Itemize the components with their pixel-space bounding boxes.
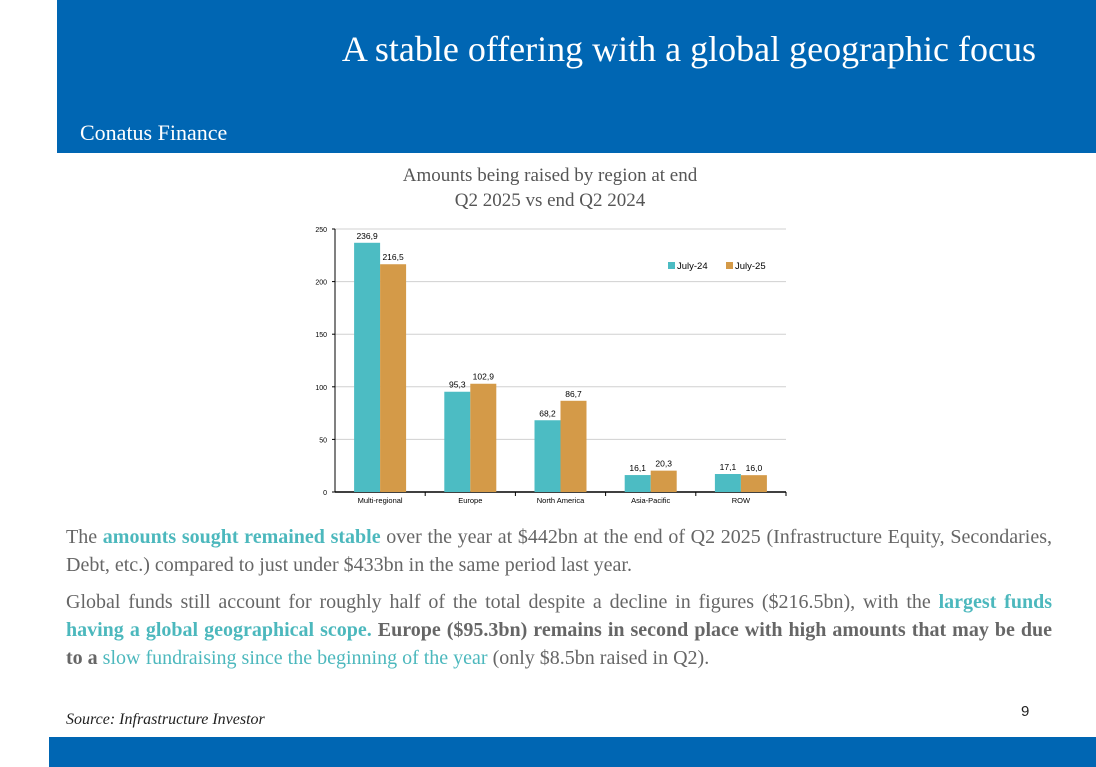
category-label: Multi-regional bbox=[357, 496, 403, 505]
bar-july-24 bbox=[354, 243, 380, 492]
bar-july-24 bbox=[625, 475, 651, 492]
p1-text-2: over the year at $442bn at the end of Q2 2025 (Infrastructure Equity, Secondaries, Debt, etc.) compared to just under $433bn in the same period last year. bbox=[66, 526, 1052, 576]
bar-july-25 bbox=[380, 264, 406, 492]
data-label: 236,9 bbox=[356, 230, 378, 241]
chart-title-line2: Q2 2025 vs end Q2 2024 bbox=[454, 190, 646, 211]
bar-july-25 bbox=[651, 471, 677, 492]
p2-text-1: Global funds still account for roughly half of the total despite a decline in figures ($216.5bn), with the bbox=[66, 591, 939, 613]
data-label: 20,3 bbox=[655, 458, 672, 469]
chart-title-line1: Amounts being raised by region at end bbox=[402, 165, 698, 186]
data-label: 102,9 bbox=[472, 371, 494, 382]
p2-text-2: (only $8.5bn raised in Q2). bbox=[487, 647, 710, 669]
p1-highlight-1: amounts sought remained stable bbox=[102, 526, 381, 548]
source-note: Source: Infrastructure Investor bbox=[66, 711, 265, 728]
category-label: Europe bbox=[458, 496, 483, 505]
data-label: 86,7 bbox=[565, 388, 582, 399]
header-banner bbox=[57, 0, 1096, 153]
p2-highlight-2: slow fundraising since the beginning of the year bbox=[102, 647, 488, 669]
legend-swatch bbox=[668, 262, 675, 269]
data-label: 16,1 bbox=[629, 463, 646, 474]
bar-july-25 bbox=[470, 384, 496, 492]
category-label: North America bbox=[536, 496, 585, 505]
y-tick-label: 50 bbox=[319, 437, 327, 445]
bar-july-24 bbox=[715, 474, 741, 492]
footer-banner bbox=[49, 737, 1096, 767]
data-label: 216,5 bbox=[382, 252, 404, 263]
p2-highlight-1: largest funds having a global geographical scope. bbox=[66, 591, 1052, 641]
category-label: Asia-Pacific bbox=[631, 496, 671, 505]
y-tick-label: 200 bbox=[315, 279, 327, 287]
y-tick-label: 0 bbox=[323, 490, 327, 497]
bar-chart bbox=[300, 222, 800, 512]
bar-july-25 bbox=[561, 401, 587, 492]
y-tick-label: 150 bbox=[315, 332, 327, 340]
data-label: 95,3 bbox=[449, 379, 466, 390]
paragraph-2 bbox=[66, 588, 1052, 672]
paragraph-1 bbox=[66, 523, 1052, 579]
bar-july-24 bbox=[444, 392, 470, 492]
data-label: 17,1 bbox=[719, 462, 737, 473]
legend-label: July-24 bbox=[677, 261, 708, 272]
p1-text-1: The bbox=[66, 526, 103, 548]
bar-july-24 bbox=[535, 420, 561, 492]
data-label: 16,0 bbox=[745, 463, 763, 474]
y-tick-label: 100 bbox=[315, 384, 327, 392]
bar-july-25 bbox=[741, 475, 767, 492]
legend-label: July-25 bbox=[735, 261, 766, 272]
company-name: Conatus Finance bbox=[80, 120, 228, 145]
p2-bold-1: Europe ($95.3bn) remains in second place with high amounts that may be due to a bbox=[66, 619, 1052, 669]
y-tick-label: 250 bbox=[315, 227, 327, 234]
page-number: 9 bbox=[1021, 703, 1030, 720]
data-label: 68,2 bbox=[539, 408, 556, 419]
page-title: A stable offering with a global geographic focus bbox=[341, 29, 1036, 69]
category-label: ROW bbox=[731, 496, 751, 505]
legend-swatch bbox=[726, 262, 733, 269]
